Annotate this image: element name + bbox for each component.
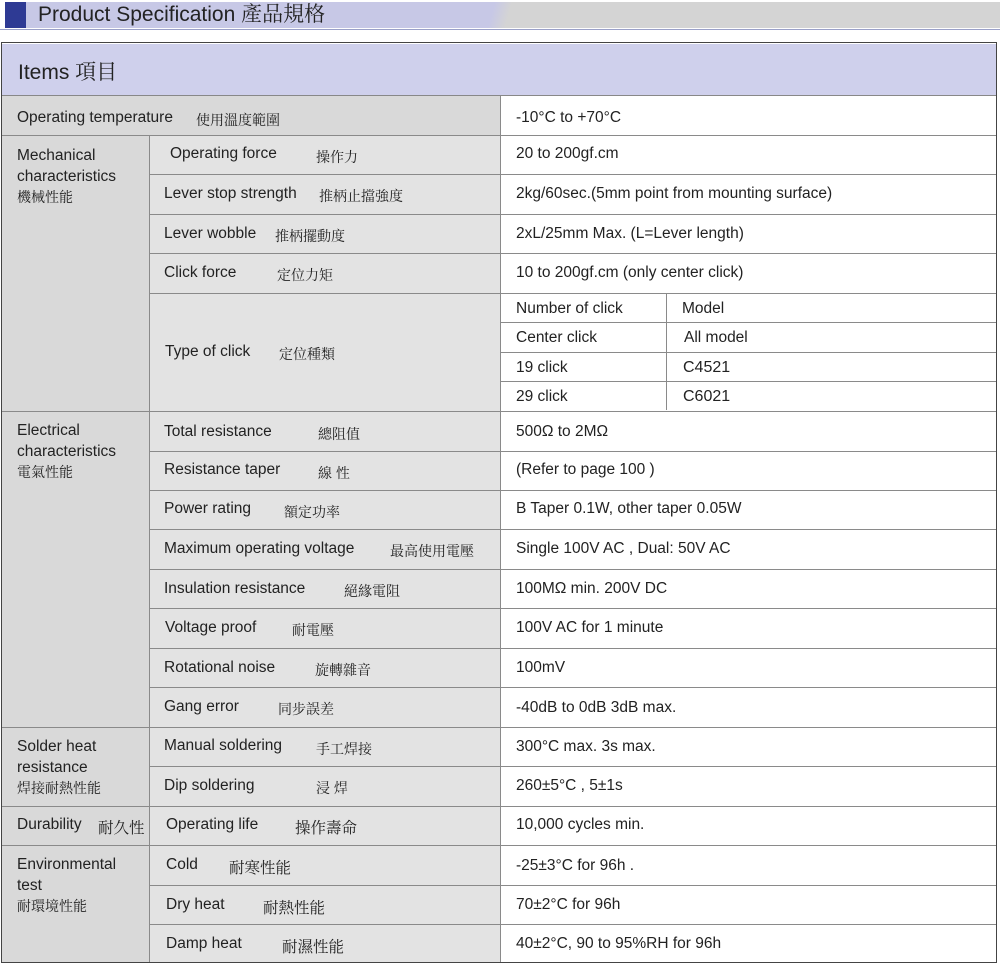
item-value: (Refer to page 100 ) <box>516 461 655 478</box>
page-title: Product Specification 產品規格 <box>38 3 326 26</box>
item-label-cn: 旋轉雜音 <box>315 662 371 678</box>
item-label: Lever wobble <box>164 225 257 242</box>
item-label-cn: 操作壽命 <box>295 820 358 837</box>
group-electrical-line2: characteristics <box>17 443 117 460</box>
table-frame <box>1 42 997 963</box>
item-label-cn: 總阻值 <box>318 426 360 442</box>
item-label-cn: 手工焊接 <box>316 741 372 757</box>
item-label: Dip soldering <box>164 777 255 794</box>
item-value: 100V AC for 1 minute <box>516 619 664 636</box>
group-solder-line1: Solder heat <box>17 738 97 755</box>
header-rule <box>0 29 1000 30</box>
item-value: 10 to 200gf.cm (only center click) <box>516 264 744 281</box>
group-mechanical-line2: characteristics <box>17 168 117 185</box>
item-label: Resistance taper <box>164 461 281 478</box>
item-label: Manual soldering <box>164 737 283 754</box>
subtable-cell: 29 click <box>516 388 568 405</box>
group-electrical-line3: 電氣性能 <box>17 464 73 480</box>
group-solder-line3: 焊接耐熱性能 <box>17 780 101 796</box>
item-value: 40±2°C, 90 to 95%RH for 96h <box>516 935 722 952</box>
subtable-cell: All model <box>684 329 748 346</box>
item-label-cn: 最高使用電壓 <box>390 543 474 559</box>
item-value: 20 to 200gf.cm <box>516 145 619 162</box>
group-durability-cn: 耐久性 <box>98 820 145 837</box>
item-label-cn: 線 性 <box>318 465 350 481</box>
item-value: 100mV <box>516 659 566 676</box>
item-label: Power rating <box>164 500 252 517</box>
item-value: 500Ω to 2MΩ <box>516 423 609 440</box>
item-label-cn: 定位種類 <box>279 346 335 362</box>
item-label: Type of click <box>165 343 251 360</box>
group-electrical-line1: Electrical <box>17 422 80 439</box>
item-label-cn: 耐濕性能 <box>282 939 345 956</box>
item-value: 2kg/60sec.(5mm point from mounting surface) <box>516 185 833 202</box>
group-electrical <box>17 420 116 483</box>
item-label-cn: 操作力 <box>316 149 358 165</box>
item-label: Operating life <box>166 816 259 833</box>
item-label-cn: 同步誤差 <box>278 701 334 717</box>
item-value: 100MΩ min. 200V DC <box>516 580 668 597</box>
item-value: 300°C max. 3s max. <box>516 738 656 755</box>
item-label: Dry heat <box>166 896 225 913</box>
group-environmental-line3: 耐環境性能 <box>17 898 87 914</box>
group-mechanical <box>17 145 116 208</box>
group-environmental-line2: test <box>17 877 42 894</box>
item-label-cn: 定位力矩 <box>277 267 333 283</box>
item-label-cn: 推柄擺動度 <box>275 228 345 244</box>
subtable-header-cell: Number of click <box>516 300 623 317</box>
item-value: 260±5°C , 5±1s <box>516 777 623 794</box>
table-header-label: Items 項目 <box>18 61 118 84</box>
item-label-cn: 額定功率 <box>284 504 340 520</box>
subtable-cell: 19 click <box>516 359 568 376</box>
item-value: B Taper 0.1W, other taper 0.05W <box>516 500 742 517</box>
subtable-cell: C4521 <box>683 359 731 376</box>
group-durability: Durability <box>17 816 82 833</box>
item-value: -40dB to 0dB 3dB max. <box>516 699 677 716</box>
item-label: Rotational noise <box>164 659 276 676</box>
item-label: Total resistance <box>164 423 272 440</box>
subtable-cell: Center click <box>516 329 597 346</box>
item-label: Cold <box>166 856 198 873</box>
item-label: Gang error <box>164 698 239 715</box>
item-value: Single 100V AC , Dual: 50V AC <box>516 540 731 557</box>
group-mechanical-line1: Mechanical <box>17 147 96 164</box>
page-header <box>0 0 1000 30</box>
item-value: 70±2°C for 96h <box>516 896 621 913</box>
operating-temperature-label: Operating temperature <box>17 109 173 126</box>
item-value: -25±3°C for 96h . <box>516 857 635 874</box>
item-label-cn: 耐電壓 <box>292 622 334 638</box>
subtable-header-cell: Model <box>682 300 725 317</box>
item-label: Operating force <box>170 145 277 162</box>
operating-temperature-value: -10°C to +70°C <box>516 109 622 126</box>
subtable-cell: C6021 <box>683 388 731 405</box>
header-marker <box>5 2 26 28</box>
item-label: Damp heat <box>166 935 242 952</box>
item-value: 2xL/25mm Max. (L=Lever length) <box>516 225 744 242</box>
item-label: Voltage proof <box>165 619 257 636</box>
operating-temperature-label-cn: 使用溫度範圍 <box>196 112 280 128</box>
item-label: Maximum operating voltage <box>164 540 355 557</box>
item-label: Click force <box>164 264 237 281</box>
group-environmental <box>17 854 116 917</box>
item-value: 10,000 cycles min. <box>516 816 645 833</box>
item-label: Lever stop strength <box>164 185 297 202</box>
item-label-cn: 浸 焊 <box>316 780 348 796</box>
item-label: Insulation resistance <box>164 580 306 597</box>
item-label-cn: 耐寒性能 <box>229 860 292 877</box>
group-environmental-line1: Environmental <box>17 856 117 873</box>
group-solder-line2: resistance <box>17 759 88 776</box>
item-label-cn: 絕緣電阻 <box>344 583 400 599</box>
item-label-cn: 耐熱性能 <box>263 900 326 917</box>
group-mechanical-line3: 機械性能 <box>17 189 73 205</box>
header-wedge <box>460 2 540 28</box>
group-solder <box>17 736 101 799</box>
item-label-cn: 推柄止擋強度 <box>319 188 403 204</box>
